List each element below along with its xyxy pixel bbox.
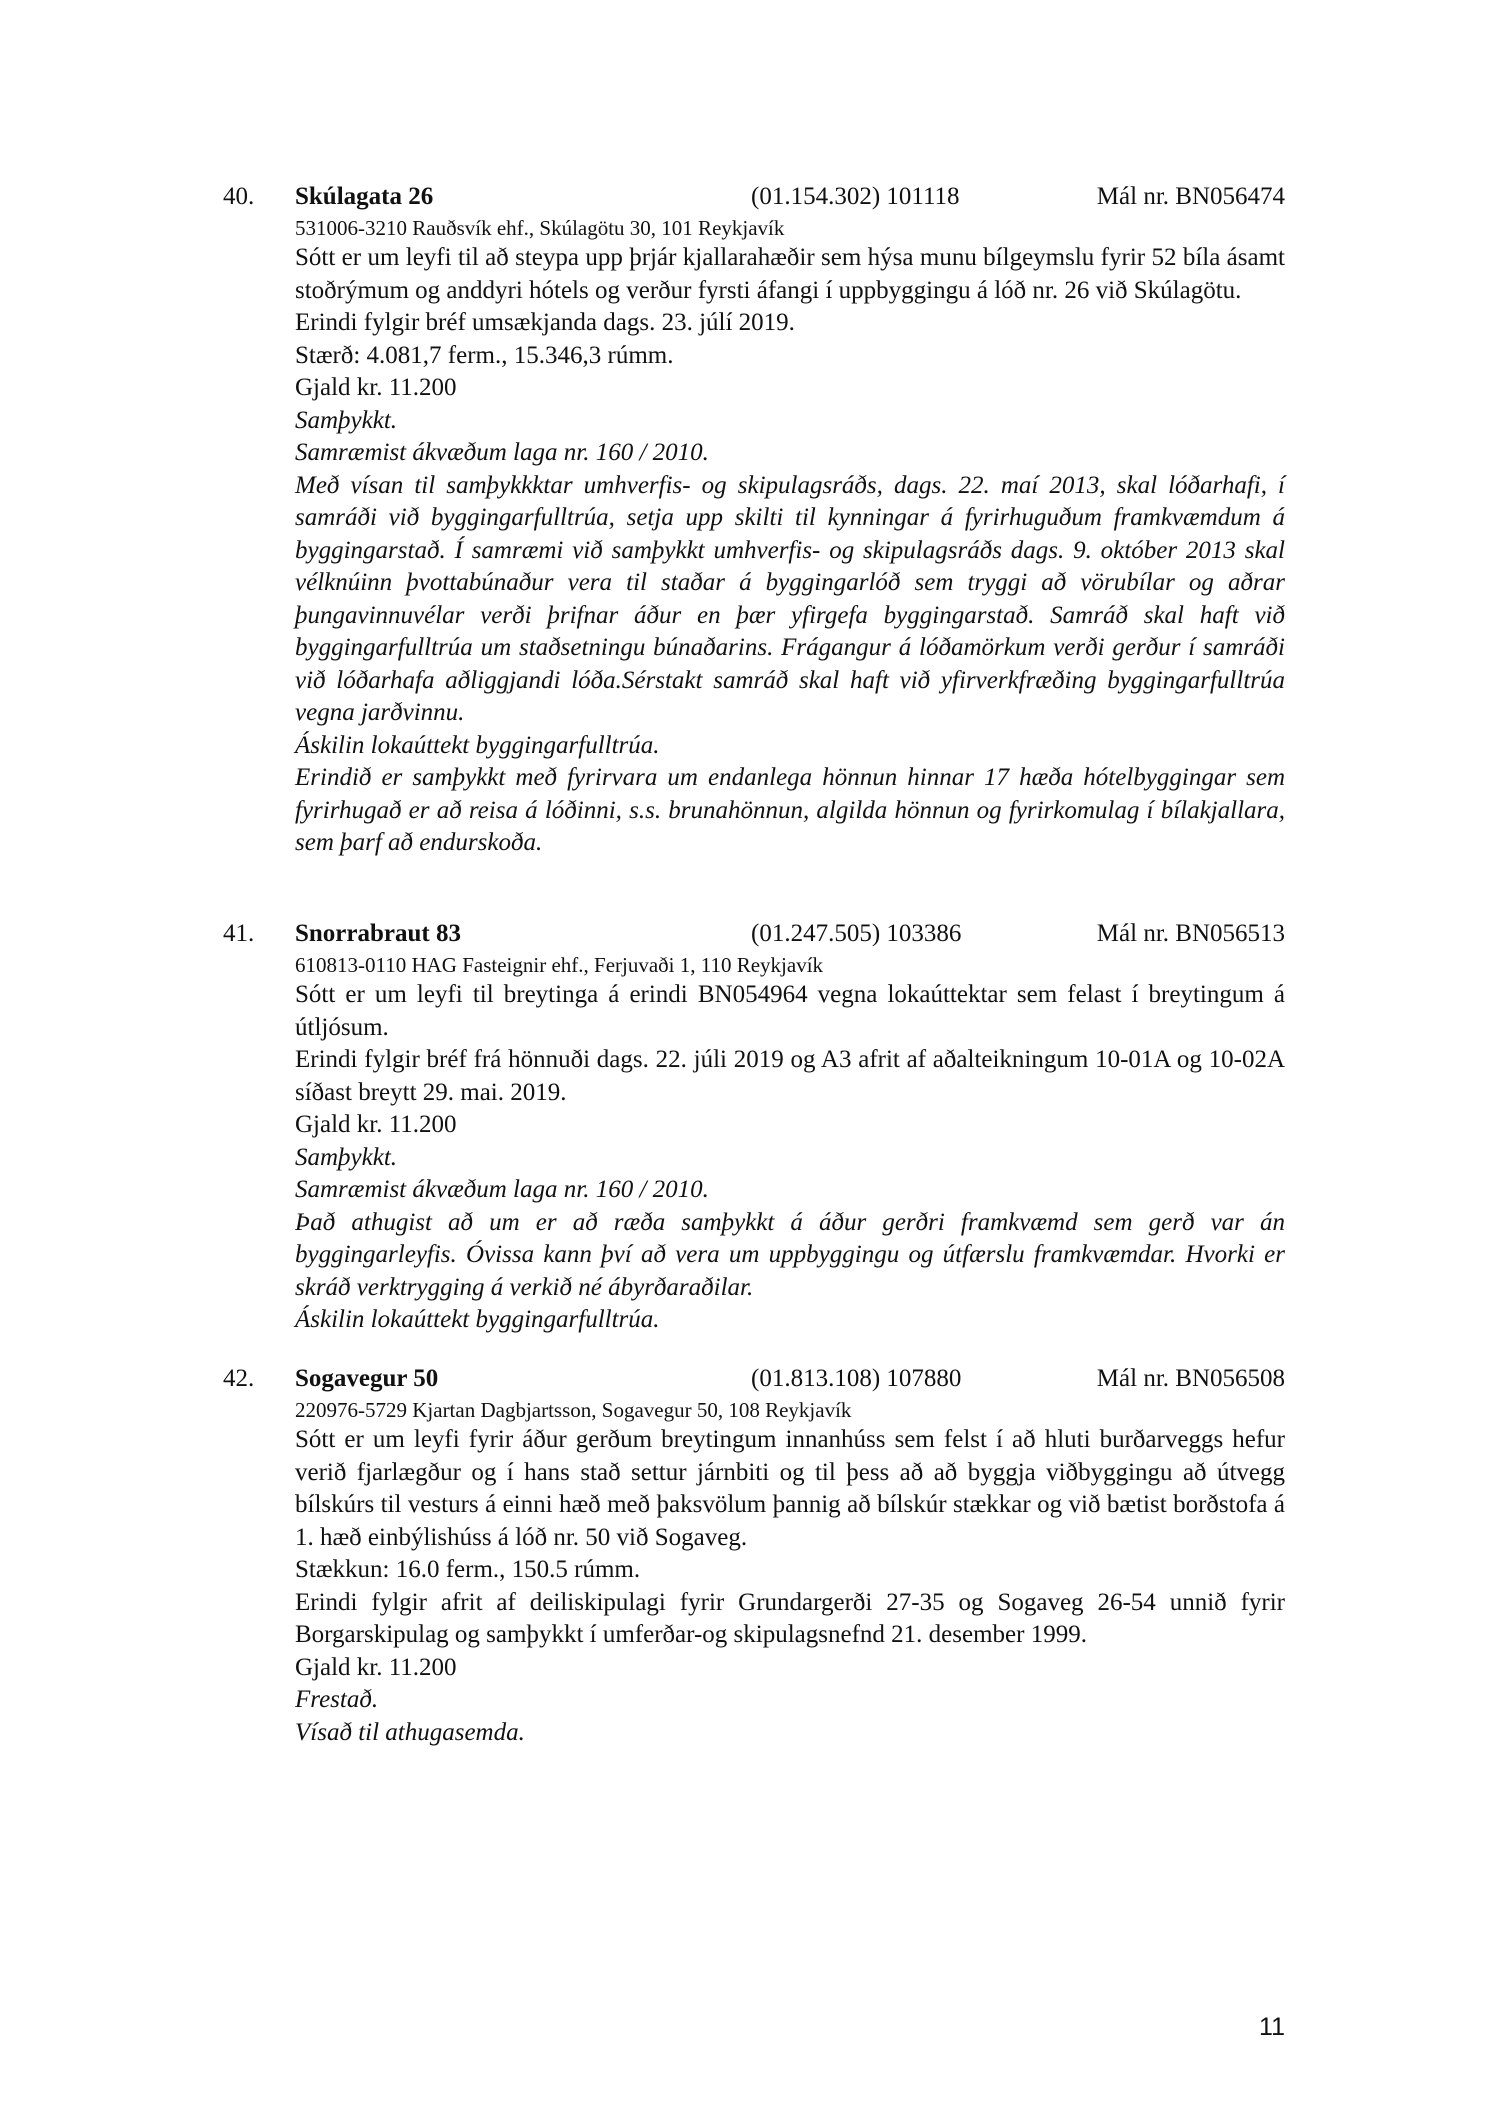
case-id: Mál nr. BN056474 — [1096, 183, 1285, 210]
decision: Samþykkt. — [295, 1143, 398, 1171]
applicant: 220976-5729 Kjartan Dagbjartsson, Sogavegur 50, 108 Reykjavík — [295, 1398, 852, 1422]
fee: Gjald kr. 11.200 — [295, 374, 457, 401]
conditions: Með vísan til samþykkktar umhverfis- og skipulagsráðs, dags. 22. maí 2013, skal lóðarhafi, í samráði við byggingarfulltrúa, setja upp skilti til kynningar á fyrirhuguðum framkvæmdum á byggingarstað. Í samræmi við samþykkt umhverfis- og skipulagsráðs dags. 9. október 2013 skal vélknúinn þvottabúnaður vera til staðar á byggingarlóð sem tryggi að vörubílar og aðrar þungavinnuvélar verði þrifnar áður en þær yfirgefa byggingarstað. Samráð skal haft við byggingarfulltrúa um staðsetningu búnaðarins. Frágangur á lóðamörkum verði gerður í samráði við lóðarhafa aðliggjandi lóða.Sérstakt samráð skal haft við yfirverkfræðing byggingarfulltrúa vegna jarðvinnu. — [295, 471, 1285, 726]
case-title: Skúlagata 26 — [295, 183, 434, 210]
law-compliance: Samræmist ákvæðum laga nr. 160 / 2010. — [295, 439, 709, 466]
case-41 — [223, 917, 1285, 1337]
property-reference: (01.247.505) 103386 — [751, 920, 962, 947]
referral: Vísað til athugasemda. — [295, 1718, 525, 1746]
case-header — [223, 917, 1285, 951]
applicant: 531006-3210 Rauðsvík ehf., Skúlagötu 30, 101 Reykjavík — [295, 216, 785, 240]
case-number: 40. — [223, 183, 255, 210]
case-body — [295, 1396, 1285, 1749]
size: Stærð: 4.081,7 ferm., 15.346,3 rúmm. — [295, 341, 674, 369]
case-title: Snorrabraut 83 — [295, 920, 461, 947]
property-reference: (01.154.302) 101118 — [751, 183, 960, 210]
fee: Gjald kr. 11.200 — [295, 1653, 457, 1681]
case-number: 41. — [223, 920, 255, 947]
case-header — [223, 1362, 1285, 1396]
applicant: 610813-0110 HAG Fasteignir ehf., Ferjuvaði 1, 110 Reykjavík — [295, 953, 824, 977]
case-40 — [223, 180, 1285, 860]
description: Sótt er um leyfi til að steypa upp þrjár kjallarahæðir sem hýsa munu bílgeymslu fyrir 52 bíla ásamt stoðrýmum og anddyri hótels og verður fyrsti áfangi í uppbyggingu á lóð nr. 26 við Skúlagötu. — [295, 244, 1285, 304]
attachment: Erindi fylgir bréf frá hönnuði dags. 22. júli 2019 og A3 afrit af aðalteikningum 10-01A og 10-02A síðast breytt 29. mai. 2019. — [295, 1046, 1285, 1106]
fee: Gjald kr. 11.200 — [295, 1111, 457, 1138]
decision: Frestað. — [295, 1686, 379, 1713]
page-number: 11 — [1259, 2013, 1285, 2041]
case-id: Mál nr. BN056508 — [1096, 1365, 1285, 1392]
description: Sótt er um leyfi fyrir áður gerðum breytingum innanhúss sem felst í að hluti burðarveggs hefur verið fjarlægður og í hans stað settur járnbiti og til þess að að byggja viðbyggingu að útvegg bílskúrs til vesturs á einni hæð með þaksvölum þannig að bílskúr stækkar og við bætist borðstofa á 1. hæð einbýlishúss á lóð nr. 50 við Sogaveg. — [295, 1426, 1285, 1551]
case-id: Mál nr. BN056513 — [1096, 920, 1285, 947]
final-inspection: Áskilin lokaúttekt byggingarfulltrúa. — [295, 731, 660, 759]
reservation: Erindið er samþykkt með fyrirvara um endanlega hönnun hinnar 17 hæða hótelbyggingar sem fyrirhugað er að reisa á lóðinni, s.s. brunahönnun, algilda hönnun og fyrirkomulag í bílakjallara, sem þarf að endurskoða. — [295, 764, 1285, 856]
property-reference: (01.813.108) 107880 — [751, 1365, 962, 1392]
note: Það athugist að um er að ræða samþykkt á áður gerðri framkvæmd sem gerð var án byggingarleyfis. Óvissa kann því að vera um uppbyggingu og útfærslu framkvæmdar. Hvorki er skráð verktrygging á verkið né ábyrðaraðilar. — [295, 1208, 1285, 1301]
final-inspection: Áskilin lokaúttekt byggingarfulltrúa. — [295, 1306, 660, 1333]
attachment: Erindi fylgir afrit af deiliskipulagi fyrir Grundargerði 27-35 og Sogaveg 26-54 unnið fyrir Borgarskipulag og samþykkt í umferðar-og skipulagsnefnd 21. desember 1999. — [295, 1588, 1285, 1648]
case-header — [223, 180, 1285, 214]
case-body — [295, 214, 1285, 860]
decision: Samþykkt. — [295, 406, 398, 434]
case-number: 42. — [223, 1365, 255, 1392]
enlargement: Stækkun: 16.0 ferm., 150.5 rúmm. — [295, 1556, 641, 1583]
attachment: Erindi fylgir bréf umsækjanda dags. 23. júlí 2019. — [295, 309, 795, 336]
law-compliance: Samræmist ákvæðum laga nr. 160 / 2010. — [295, 1176, 709, 1203]
case-body — [295, 951, 1285, 1337]
case-42 — [223, 1362, 1285, 1749]
case-title: Sogavegur 50 — [295, 1365, 439, 1392]
description: Sótt er um leyfi til breytinga á erindi BN054964 vegna lokaúttektar sem felast í breytingum á útljósum. — [295, 981, 1285, 1041]
